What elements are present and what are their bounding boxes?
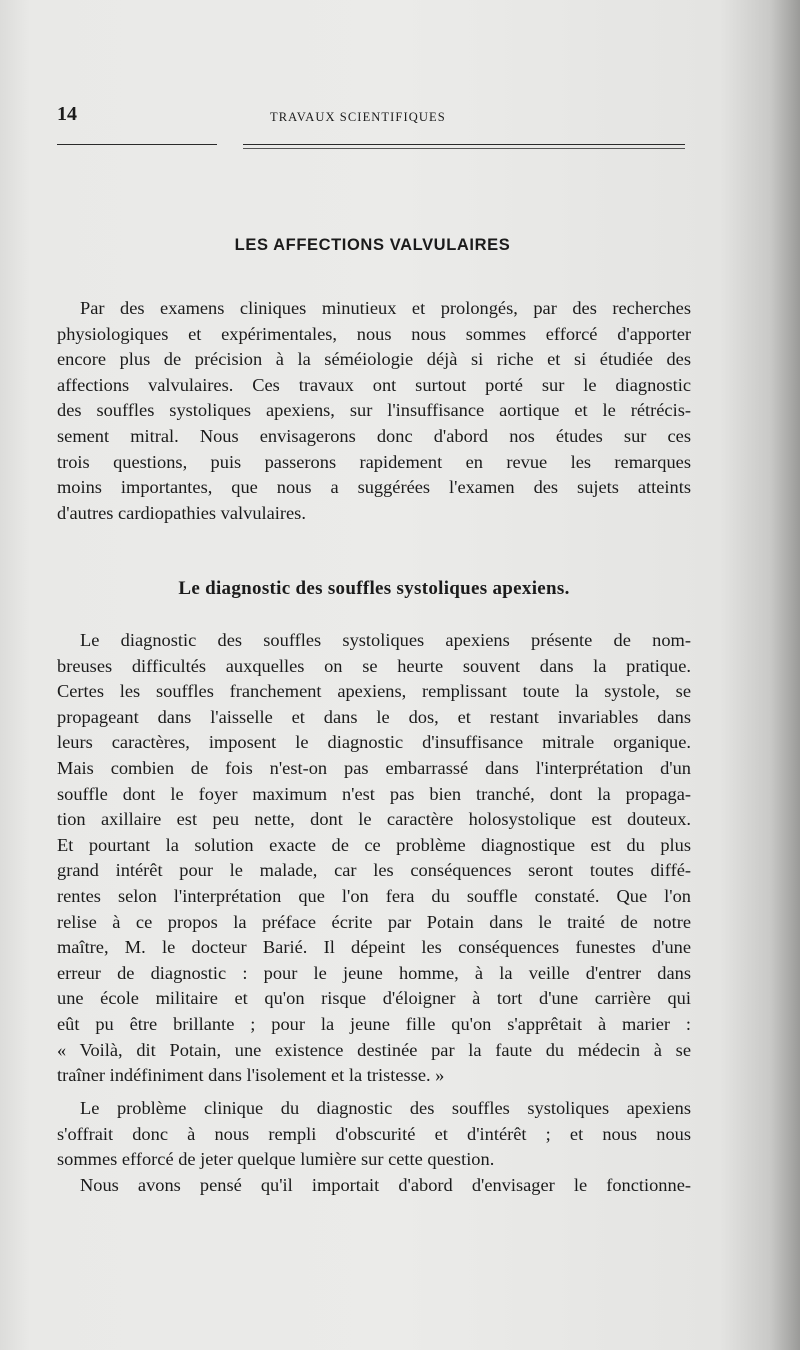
header-rule-right [243,144,685,145]
text-line: d'autres cardiopathies valvulaires. [57,502,306,523]
text-line: breuses difficultés auxquelles on se heurte souvent dans la pratique. [57,655,691,676]
text-line: Nous avons pensé qu'il importait d'abord d'envisager le fonctionne- [80,1175,691,1195]
text-line: erreur de diagnostic : pour le jeune homme, à la veille d'entrer dans [57,962,691,983]
text-line: Mais combien de fois n'est-on pas embarrassé dans l'interprétation d'un [57,757,691,778]
header-rule-right-thin [243,148,685,149]
text-line: souffle dont le foyer maximum n'est pas bien tranché, dont la propaga- [57,783,691,804]
text-line: maître, M. le docteur Barié. Il dépeint les conséquences funestes d'une [57,937,691,958]
intro-paragraph [57,296,691,526]
text-line: des souffles systoliques apexiens, sur l'insuffisance aortique et le rétrécis- [57,400,691,421]
page-number: 14 [57,103,77,125]
text-line: Certes les souffles franchement apexiens, remplissant toute la systole, se [57,681,691,702]
text-line: trois questions, puis passerons rapidement en revue les remarques [57,451,691,472]
text-line: propageant dans l'aisselle et dans le dos, et restant invariables dans [57,706,691,727]
subsection-title: Le diagnostic des souffles systoliques apexiens. [178,578,570,599]
text-line: s'offrait donc à nous rempli d'obscurité et d'intérêt ; et nous nous [57,1123,691,1144]
running-head: TRAVAUX SCIENTIFIQUES [270,110,446,124]
body-paragraph-1 [57,628,691,1089]
text-line: une école militaire et qu'on risque d'éloigner à tort d'une carrière qui [57,988,691,1009]
text-line: sommes efforcé de jeter quelque lumière sur cette question. [57,1149,495,1170]
text-line: relise à ce propos la préface écrite par Potain dans le traité de notre [57,911,691,932]
text-line: traîner indéfiniment dans l'isolement et la tristesse. » [57,1065,445,1086]
text-line: rentes selon l'interprétation que l'on fera du souffle constaté. Que l'on [57,885,691,906]
text-line: Le diagnostic des souffles systoliques apexiens présente de nom- [80,630,691,650]
text-line: Par des examens cliniques minutieux et prolongés, par des recherches [80,298,691,318]
header-rule-left [57,144,217,145]
section-title: LES AFFECTIONS VALVULAIRES [234,236,511,254]
text-line: moins importantes, que nous a suggérées l'examen des sujets atteints [57,477,691,498]
text-line: encore plus de précision à la séméiologie déjà si riche et si étudiée des [57,349,691,370]
text-line: sement mitral. Nous envisagerons donc d'abord nos études sur ces [57,425,691,446]
text-line: leurs caractères, imposent le diagnostic d'insuffisance mitrale organique. [57,732,691,753]
body-paragraph-3 [57,1173,691,1199]
text-line: tion axillaire est peu nette, dont le caractère holosystolique est douteux. [57,809,691,830]
text-line: « Voilà, dit Potain, une existence destinée par la faute du médecin à se [57,1039,691,1060]
text-line: Et pourtant la solution exacte de ce problème diagnostique est du plus [57,834,691,855]
text-line: affections valvulaires. Ces travaux ont surtout porté sur le diagnostic [57,374,691,395]
body-paragraph-2 [57,1096,691,1173]
text-line: grand intérêt pour le malade, car les conséquences seront toutes diffé- [57,860,691,881]
text-line: Le problème clinique du diagnostic des souffles systoliques apexiens [80,1098,691,1118]
text-line: eût pu être brillante ; pour la jeune fille qu'on s'apprêtait à marier : [57,1013,691,1034]
text-line: physiologiques et expérimentales, nous nous sommes efforcé d'apporter [57,323,691,344]
